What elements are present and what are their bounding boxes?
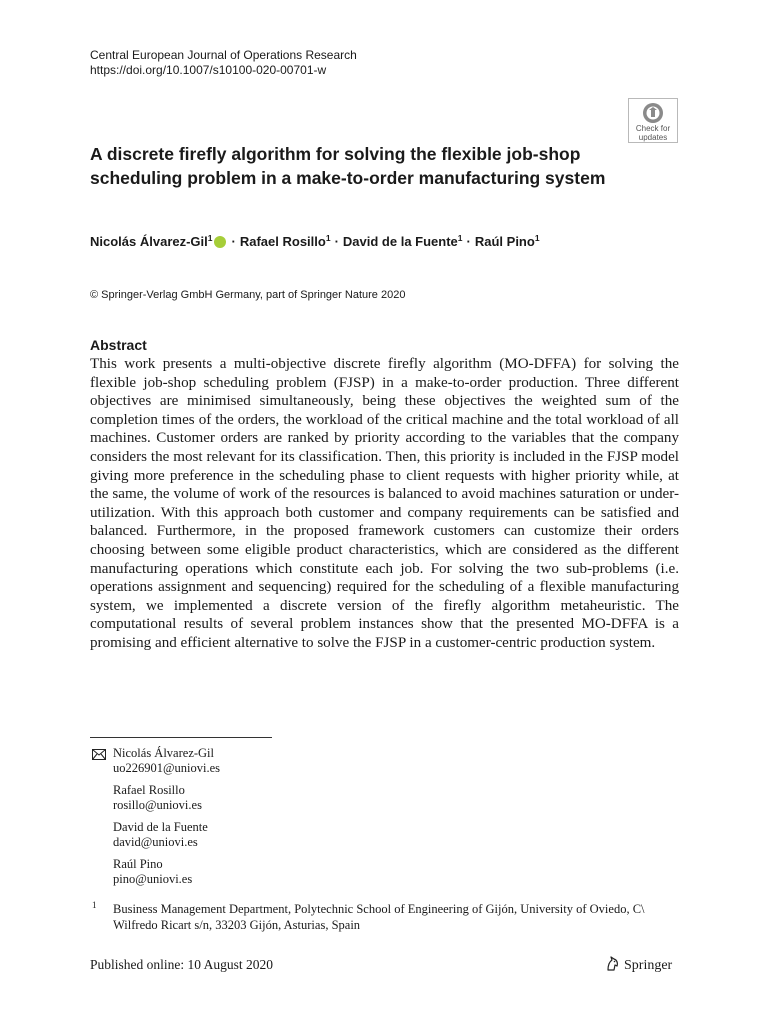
contact-name: David de la Fuente [113, 820, 208, 834]
copyright-notice: © Springer-Verlag GmbH Germany, part of Springer Nature 2020 [90, 289, 406, 301]
author-separator: · [231, 234, 236, 249]
badge-line-1: Check for [635, 124, 671, 133]
contact-entry [113, 857, 220, 887]
contact-name: Nicolás Álvarez-Gil [113, 746, 215, 760]
contact-name: Rafael Rosillo [113, 783, 185, 797]
journal-name: Central European Journal of Operations Research [90, 48, 357, 62]
affiliation-number: 1 [92, 900, 97, 910]
author-name[interactable]: Rafael Rosillo [239, 234, 326, 249]
footnote-rule [90, 737, 272, 738]
contact-entry [113, 746, 220, 776]
author-list [90, 233, 540, 249]
abstract-text: This work presents a multi-objective discrete firefly algorithm (MO-DFFA) for solving the flexible job-shop scheduling problem (FJSP) in a make-to-order production. Three different objectives are minimised simultaneously, being these objectives the weighted sum of the completion times of the orders, the workload of the critical machine and the total workload of all machines. Customer orders are ranked by priority according to the variables that the company considers the most relevant for its classification. Then, this priority is included in the FJSP model giving more preference in the scheduling phase to client requests with higher priority while, at the same, the volume of work of the resources is balanced to avoid machines saturation or under-utilization. With this approach both customer and company requirements can be satisfied and balanced. Furthermore, in the proposed framework customers can customize their orders choosing between some eligible product characteristics, which are considered as the different manufacturing operations which constitute each job. For solving the two sub-problems (i.e. operations assignment and sequencing) required for the scheduling of a flexible manufacturing system, we implemented a discrete version of the firefly algorithm metaheuristic. The computational results of several problem instances show that the presented MO-DFFA is a promising and efficient alternative to solve the FJSP in a customer-centric production system. [90, 356, 679, 651]
contact-name: Raúl Pino [113, 857, 163, 871]
abstract-heading: Abstract [90, 337, 147, 353]
affiliation-text: Business Management Department, Polytechnic School of Engineering of Gijón, University of Oviedo, C\ Wilfredo Ricart s/n, 33203 Gijón, Asturias, Spain [113, 902, 645, 932]
contact-entry [113, 820, 220, 850]
orcid-icon[interactable] [214, 236, 226, 248]
published-date: Published online: 10 August 2020 [90, 957, 274, 972]
author-separator: · [334, 234, 339, 249]
envelope-icon [92, 749, 106, 760]
check-for-updates-badge[interactable] [628, 98, 678, 143]
author-affil-sup: 1 [534, 233, 540, 243]
contact-email[interactable]: david@uniovi.es [113, 835, 198, 849]
contact-email[interactable]: rosillo@uniovi.es [113, 798, 202, 812]
springer-horse-icon [604, 955, 621, 972]
publisher-name: Springer [624, 958, 673, 973]
doi-link[interactable]: https://doi.org/10.1007/s10100-020-00701-w [90, 63, 327, 77]
journal-header [90, 48, 357, 78]
contact-email[interactable]: uo226901@uniovi.es [113, 761, 220, 775]
author-affil-sup: 1 [325, 233, 331, 243]
author-affil-sup: 1 [207, 233, 213, 243]
publisher-logo[interactable] [604, 955, 672, 974]
badge-line-2: updates [638, 133, 668, 142]
author-name[interactable]: Nicolás Álvarez-Gil [90, 234, 208, 249]
author-affil-sup: 1 [457, 233, 463, 243]
author-separator: · [466, 234, 471, 249]
author-contacts [113, 746, 220, 894]
paper-title: A discrete firefly algorithm for solving the flexible job-shop scheduling problem in a make-to-order manufacturing system [90, 144, 606, 188]
author-name[interactable]: David de la Fuente [342, 234, 458, 249]
check-for-updates-icon [642, 102, 664, 124]
contact-email[interactable]: pino@uniovi.es [113, 872, 193, 886]
contact-entry [113, 783, 220, 813]
author-name[interactable]: Raúl Pino [474, 234, 535, 249]
